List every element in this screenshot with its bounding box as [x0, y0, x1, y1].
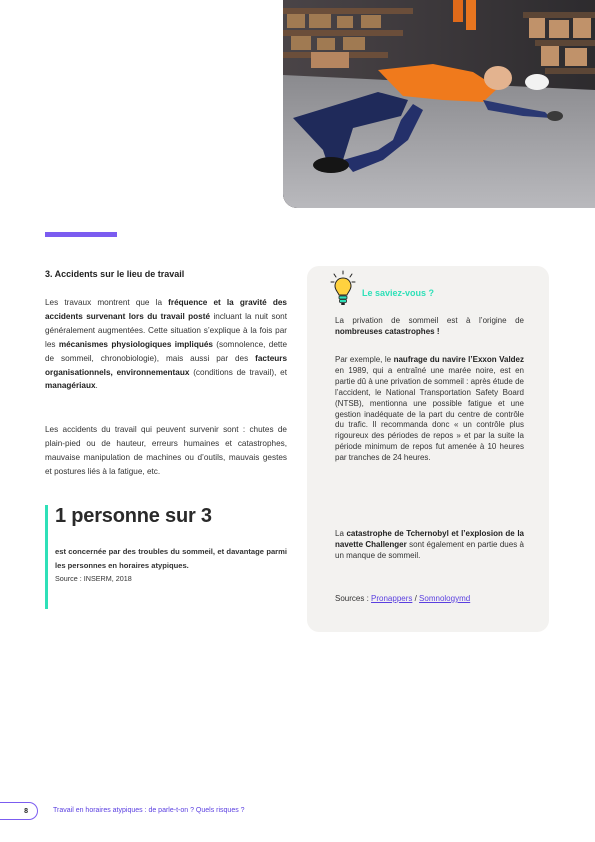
- paragraph-accident-types: Les accidents du travail qui peuvent survenir sont : chutes de plain-pied ou de hauteur, erreurs humaines et catastrophes, mauvaise manipulation de machines ou d’outils, mauvais gestes et postures liés à la fatigue, etc.: [45, 425, 287, 476]
- callout-title: Le saviez-vous ?: [362, 288, 435, 298]
- callout-paragraph-exxon: Par exemple, le naufrage du navire l’Exxon Valdez en 1989, qui a entraîné une marée noire, est en partie dû à une privation de sommeil : après étude de l’accident, le National Transportation Safety Board (NTSB), mentionna une possible fatigue et une gestion inadéquate de la part du centre de contrôle du trafic. Il recommanda donc « un contrôle plus rigoureux des périodes de repos » et par la suite la période minimum de repos fut amenée à 10 heures par tranches de 24 heures.: [335, 355, 525, 463]
- did-you-know-callout: [307, 266, 549, 632]
- section-title: 3. Accidents sur le lieu de travail: [45, 269, 185, 279]
- paragraph-accidents-frequency: Les travaux montrent que la fréquence et la gravité des accidents survenant lors du travail posté incluant la nuit sont généralement augmentées. Cette situation s’explique à la fois par les mécanismes physiologiques impliqués (somnolence, dette de sommeil, chronobiologie), mais aussi par des facteurs organisationnels, environnementaux (conditions de travail), et managériaux.: [45, 298, 288, 391]
- callout-paragraph-intro: La privation de sommeil est à l’origine de nombreuses catastrophes !: [335, 316, 524, 336]
- accent-bar: [45, 232, 117, 237]
- callout-paragraph-tchernobyl: La catastrophe de Tchernobyl et l’explosion de la navette Challenger sont également en partie dues à un manque de sommeil.: [335, 529, 525, 560]
- stat-body: est concernée par des troubles du sommeil, et davantage parmi les personnes en horaires atypiques.: [55, 547, 287, 570]
- callout-header: [330, 270, 434, 313]
- footer-title: Travail en horaires atypiques : de parle-t-on ? Quels risques ?: [53, 807, 245, 814]
- stat-highlight: [45, 505, 287, 609]
- stat-title: 1 personne sur 3: [55, 505, 212, 527]
- source-link-pronappers[interactable]: Pronappers: [371, 594, 413, 603]
- hero-photo-warehouse-accident: [283, 0, 595, 208]
- callout-sources: Sources : Pronappers / Somnologymd: [335, 594, 471, 603]
- stat-source: Source : INSERM, 2018: [55, 574, 132, 583]
- source-link-somnologymd[interactable]: Somnologymd: [419, 594, 471, 603]
- page-number: 8: [0, 802, 38, 820]
- lightbulb-icon: [330, 270, 356, 313]
